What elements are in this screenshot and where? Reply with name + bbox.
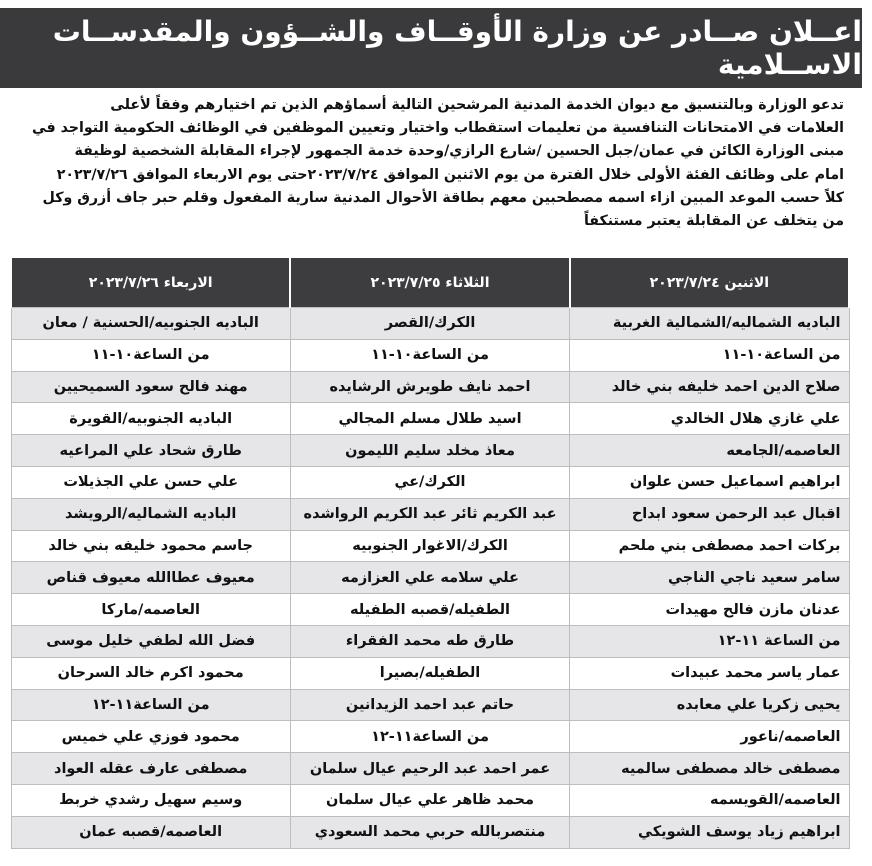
table-row [11,784,849,816]
table-row [11,657,849,689]
table-row [11,371,849,403]
monday-cell: مصطفى خالد مصطفى سالميه [570,753,849,785]
table-row [11,435,849,467]
table-row [11,753,849,785]
monday-cell: عدنان مازن فالح مهيدات [570,594,849,626]
body-line: مبنى الوزارة الكائن في عمان/جبل الحسين /شارع الرازي/وحدة خدمة الجمهور لإجراء المقابلة الشخصية لوظيفة [74,143,844,160]
tuesday-cell: عبد الكريم ثائر عبد الكريم الرواشده [290,498,569,530]
tuesday-cell: منتصربالله حربي محمد السعودي [290,816,569,848]
announcement-body [6,94,844,233]
tuesday-cell: علي سلامه علي العزازمه [290,562,569,594]
monday-cell: علي غازي هلال الخالدي [570,403,849,435]
monday-cell: من الساعة ١١-١٢ [570,625,849,657]
wednesday-cell: مهند فالح سعود السميحيين [11,371,290,403]
tuesday-cell: محمد ظاهر علي عيال سلمان [290,784,569,816]
tuesday-cell: اسيد طلال مسلم المجالي [290,403,569,435]
wednesday-cell: علي حسن علي الجذيلات [11,466,290,498]
table-row [11,403,849,435]
tuesday-cell: الكرك/عي [290,466,569,498]
tuesday-cell: من الساعة١٠-١١ [290,339,569,371]
table-row [11,689,849,721]
table-row [11,816,849,848]
wednesday-cell: العاصمه/قصبه عمان [11,816,290,848]
tuesday-cell: الطفيله/قصبه الطفيله [290,594,569,626]
table-row [11,498,849,530]
body-line: تدعو الوزارة وبالتنسيق مع ديوان الخدمة المدنية المرشحين التالية أسماؤهم الذين تم اختيارهم وفقاً لأعلى [110,97,844,113]
tuesday-cell: احمد نايف طويرش الرشايده [290,371,569,403]
monday-cell: صلاح الدين احمد خليفه بني خالد [570,371,849,403]
body-line: من يتخلف عن المقابلة يعتبر مستنكفاً [583,213,844,230]
tuesday-cell: الطفيله/بصيرا [290,657,569,689]
table-row [11,530,849,562]
tuesday-cell: الكرك/القصر [290,308,569,340]
header-wednesday: الاربعاء ٢٠٢٣/٧/٢٦ [11,258,290,308]
wednesday-cell: الباديه الجنوبيه/القويرة [11,403,290,435]
monday-cell: الباديه الشماليه/الشمالية الغربية [570,308,849,340]
wednesday-cell: محمود فوزي علي خميس [11,721,290,753]
tuesday-cell: من الساعة١١-١٢ [290,721,569,753]
body-line: امام على وظائف الفئة الأولى خلال الفترة من يوم الاثنين الموافق ٢٠٢٣/٧/٢٤حتى يوم الاربعاء الموافق ٢٠٢٣/٧/٢٦ [56,166,844,183]
tuesday-cell: معاذ مخلد سليم الليمون [290,435,569,467]
table-header-row [11,258,849,308]
wednesday-cell: الباديه الجنوبيه/الحسنية / معان [11,308,290,340]
wednesday-cell: من الساعة١٠-١١ [11,339,290,371]
table-row [11,562,849,594]
tuesday-cell: حاتم عبد احمد الزيدانين [290,689,569,721]
monday-cell: ابراهيم زياد يوسف الشويكي [570,816,849,848]
monday-cell: اقبال عبد الرحمن سعود ابداح [570,498,849,530]
monday-cell: العاصمه/الجامعه [570,435,849,467]
wednesday-cell: طارق شحاد علي المراعيه [11,435,290,467]
wednesday-cell: محمود اكرم خالد السرحان [11,657,290,689]
tuesday-cell: الكرك/الاغوار الجنوبيه [290,530,569,562]
monday-cell: سامر سعيد ناجي الناجي [570,562,849,594]
announcement-title: اعــلان صــادر عن وزارة الأوقــاف والشــؤون والمقدســات الاســلامية [0,8,862,88]
header-tuesday: الثلاثاء ٢٠٢٣/٧/٢٥ [290,258,569,308]
header-monday: الاثنين ٢٠٢٣/٧/٢٤ [570,258,849,308]
wednesday-cell: من الساعة١١-١٢ [11,689,290,721]
wednesday-cell: معيوف عطاالله معيوف قناص [11,562,290,594]
wednesday-cell: وسيم سهيل رشدي خربط [11,784,290,816]
table-row [11,308,849,340]
tuesday-cell: عمر احمد عبد الرحيم عيال سلمان [290,753,569,785]
table-row [11,594,849,626]
table-row [11,339,849,371]
monday-cell: بركات احمد مصطفى بني ملحم [570,530,849,562]
body-line: العلامات في الامتحانات التنافسية من تعليمات استقطاب واختيار وتعيين الموظفين في الوظائف الحكومية التواجد في [31,120,844,137]
table-body [11,308,849,849]
monday-cell: يحيى زكريا علي معابده [570,689,849,721]
interview-schedule-table [10,258,850,849]
table-row [11,466,849,498]
monday-cell: العاصمه/القويسمه [570,784,849,816]
body-line: كلاً حسب الموعد المبين ازاء اسمه مصطحبين معهم بطاقة الأحوال المدنية سارية المفعول وقلم حبر جاف أزرق وكل [42,189,844,206]
monday-cell: من الساعة١٠-١١ [570,339,849,371]
monday-cell: العاصمه/ناعور [570,721,849,753]
wednesday-cell: جاسم محمود خليفه بني خالد [11,530,290,562]
table-row [11,721,849,753]
monday-cell: ابراهيم اسماعيل حسن علوان [570,466,849,498]
wednesday-cell: مصطفى عارف عقله العواد [11,753,290,785]
monday-cell: عمار ياسر محمد عبيدات [570,657,849,689]
table-row [11,625,849,657]
tuesday-cell: طارق طه محمد الفقراء [290,625,569,657]
wednesday-cell: الباديه الشماليه/الرويشد [11,498,290,530]
wednesday-cell: فضل الله لطفي خليل موسى [11,625,290,657]
wednesday-cell: العاصمه/ماركا [11,594,290,626]
